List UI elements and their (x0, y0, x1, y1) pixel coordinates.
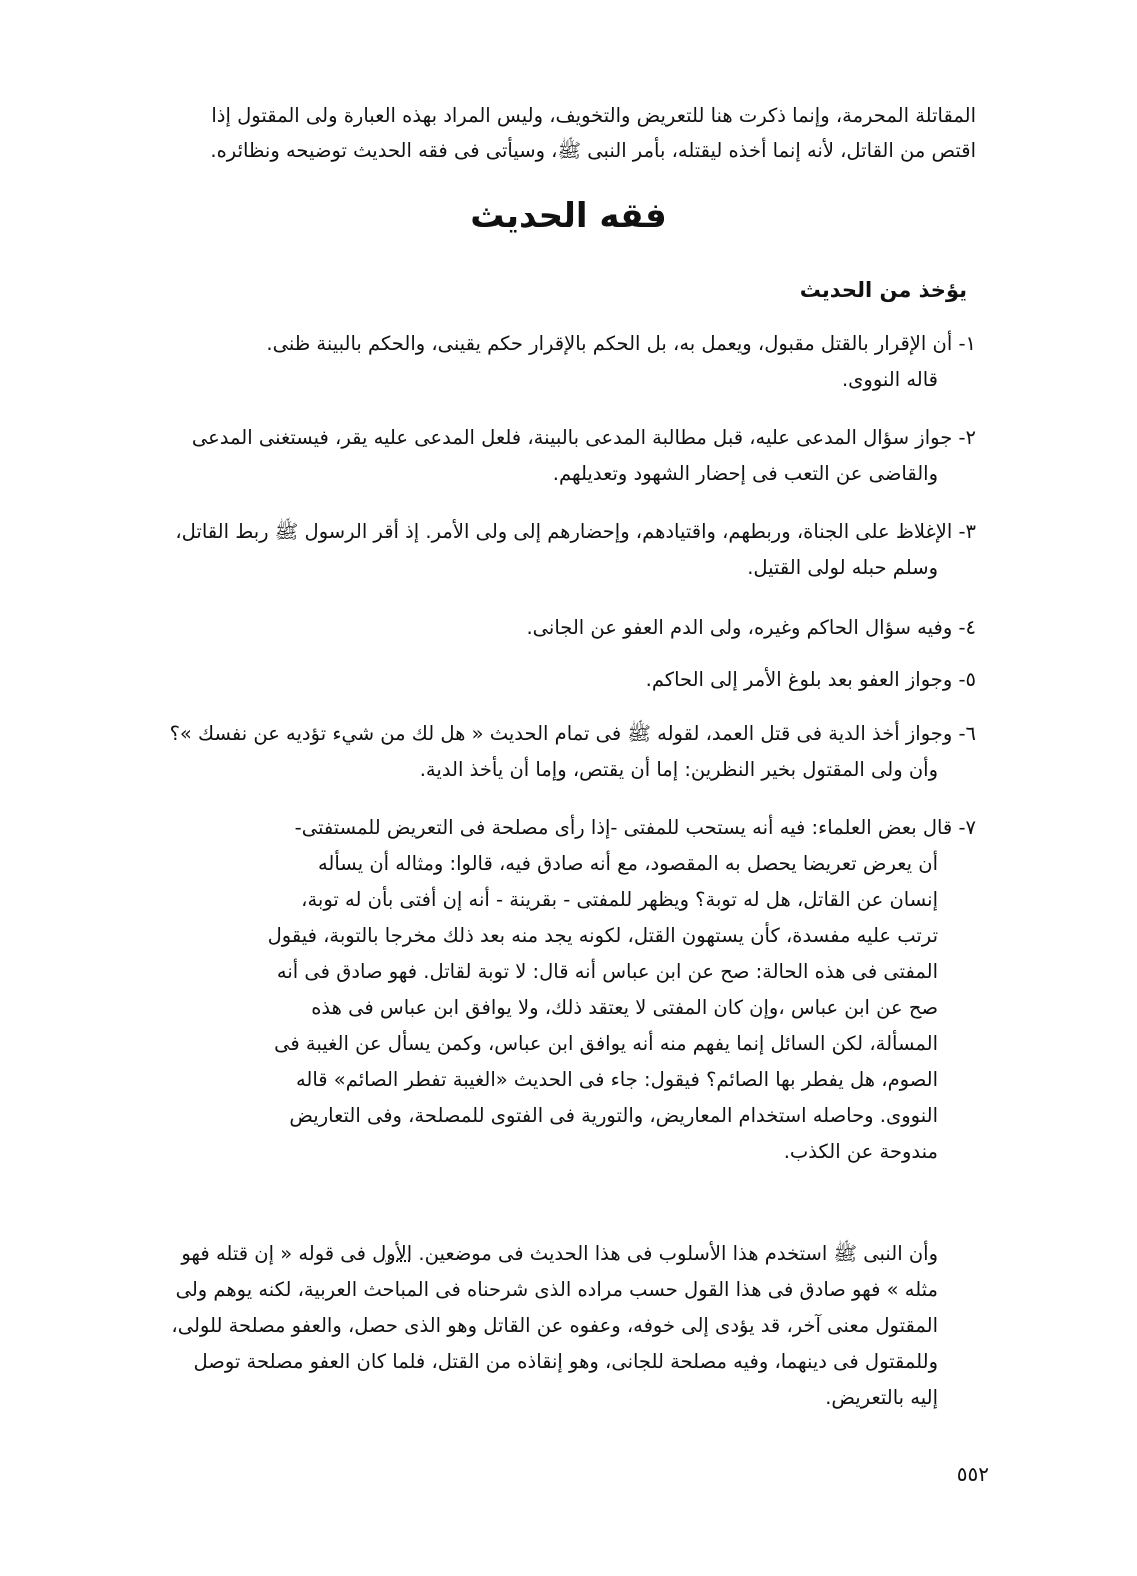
item-text: مندوحة عن الكذب. (783, 1140, 938, 1163)
item-text: المفتى فى هذه الحالة: صح عن ابن عباس أنه قال: لا توبة لقاتل. فهو صادق فى أنه (276, 960, 938, 983)
page-number: ٥٥٢ (956, 1462, 989, 1486)
item-text: وجواز أخذ الدية فى قتل العمد، لقوله ﷺ فى تمام الحديث « هل لك من شيء تؤديه عن نفسك »؟ (169, 722, 953, 745)
list-item-2 (148, 420, 976, 492)
item-number: ٤- (958, 616, 976, 639)
list-item-1 (148, 326, 976, 398)
intro-line: المقاتلة المحرمة، وإنما ذكرت هنا للتعريض والتخويف، وليس المراد بهذه العبارة ولى المقتول إذا (211, 104, 976, 127)
intro-line: اقتص من القاتل، لأنه إنما أخذه ليقتله، بأمر النبى ﷺ، وسيأتى فى فقه الحديث توضيحه ونظائره. (210, 139, 976, 162)
item-number: ٦- (958, 722, 976, 745)
item-text: أن الإقرار بالقتل مقبول، ويعمل به، بل الحكم بالإقرار حكم يقينى، والحكم بالبينة ظنى. (266, 332, 953, 355)
item-text: الصوم، هل يفطر بها الصائم؟ فيقول: جاء فى الحديث «الغيبة تفطر الصائم» قاله (295, 1068, 938, 1091)
closing-text: مثله » فهو صادق فى هذا القول حسب مراده الذى شرحناه فى المباحث العربية، لكنه يوهم ولى (175, 1278, 938, 1301)
intro-paragraph (148, 98, 976, 168)
item-text: إنسان عن القاتل، هل له توبة؟ ويظهر للمفتى - بقرينة - أنه إن أفتى بأن له توبة، (301, 888, 938, 911)
list-item-3 (148, 514, 976, 586)
item-text: الإغلاظ على الجناة، وربطهم، واقتيادهم، وإحضارهم إلى ولى الأمر. إذ أقر الرسول ﷺ ربط القاتل، (175, 520, 953, 543)
section-title: فقه الحديث (470, 196, 667, 236)
item-number: ٣- (958, 520, 976, 543)
item-text: وجواز العفو بعد بلوغ الأمر إلى الحاكم. (645, 668, 953, 691)
item-text: وأن ولى المقتول بخير النظرين: إما أن يقتص، وإما أن يأخذ الدية. (419, 758, 938, 781)
item-text: جواز سؤال المدعى عليه، قبل مطالبة المدعى بالبينة، فلعل المدعى عليه يقر، فيستغنى المدعى (191, 426, 953, 449)
item-number: ١- (958, 332, 976, 355)
underlined-word: الأول (372, 1242, 413, 1265)
closing-paragraph (148, 1236, 976, 1416)
item-text: ترتب عليه مفسدة، كأن يستهون القتل، لكونه يجد منه بعد ذلك مخرجا بالتوبة، فيقول (267, 924, 938, 947)
item-text: المسألة، لكن السائل إنما يفهم منه أنه يوافق ابن عباس، وكمن يسأل عن الغيبة فى (274, 1032, 938, 1055)
closing-text: وللمقتول فى دينهما، وفيه مصلحة للجانى، وهو إنقاذه من القتل، فلما كان العفو مصلحة توصل (193, 1350, 938, 1373)
item-text: قال بعض العلماء: فيه أنه يستحب للمفتى -إذا رأى مصلحة فى التعريض للمستفتى- (294, 816, 953, 839)
item-text: قاله النووى. (841, 368, 938, 391)
item-text: النووى. وحاصله استخدام المعاريض، والتورية فى الفتوى للمصلحة، وفى التعاريض (289, 1104, 938, 1127)
list-item-7 (148, 810, 976, 1170)
item-number: ٥- (958, 668, 976, 691)
item-text: أن يعرض تعريضا يحصل به المقصود، مع أنه صادق فيه، قالوا: ومثاله أن يسأله (317, 852, 938, 875)
subheading: يؤخذ من الحديث (799, 278, 967, 302)
list-item-5 (148, 662, 976, 698)
closing-text: وأن النبى ﷺ استخدم هذا الأسلوب فى هذا الحديث فى موضعين. (412, 1242, 938, 1265)
closing-text: فى قوله « إن قتله فهو (181, 1242, 373, 1265)
item-number: ٢- (958, 426, 976, 449)
item-text: وسلم حبله لولى القتيل. (747, 556, 938, 579)
closing-text: المقتول معنى آخر، قد يؤدى إلى خوفه، وعفوه عن القاتل وهو الذى حصل، والعفو مصلحة للولى، (171, 1314, 938, 1337)
list-item-6 (148, 716, 976, 788)
closing-text: إليه بالتعريض. (825, 1386, 938, 1409)
list-item-4 (148, 610, 976, 646)
item-number: ٧- (958, 816, 976, 839)
item-text: صح عن ابن عباس ،وإن كان المفتى لا يعتقد ذلك، ولا يوافق ابن عباس فى هذه (311, 996, 938, 1019)
item-text: والقاضى عن التعب فى إحضار الشهود وتعديلهم. (552, 462, 938, 485)
item-text: وفيه سؤال الحاكم وغيره، ولى الدم العفو عن الجانى. (526, 616, 953, 639)
